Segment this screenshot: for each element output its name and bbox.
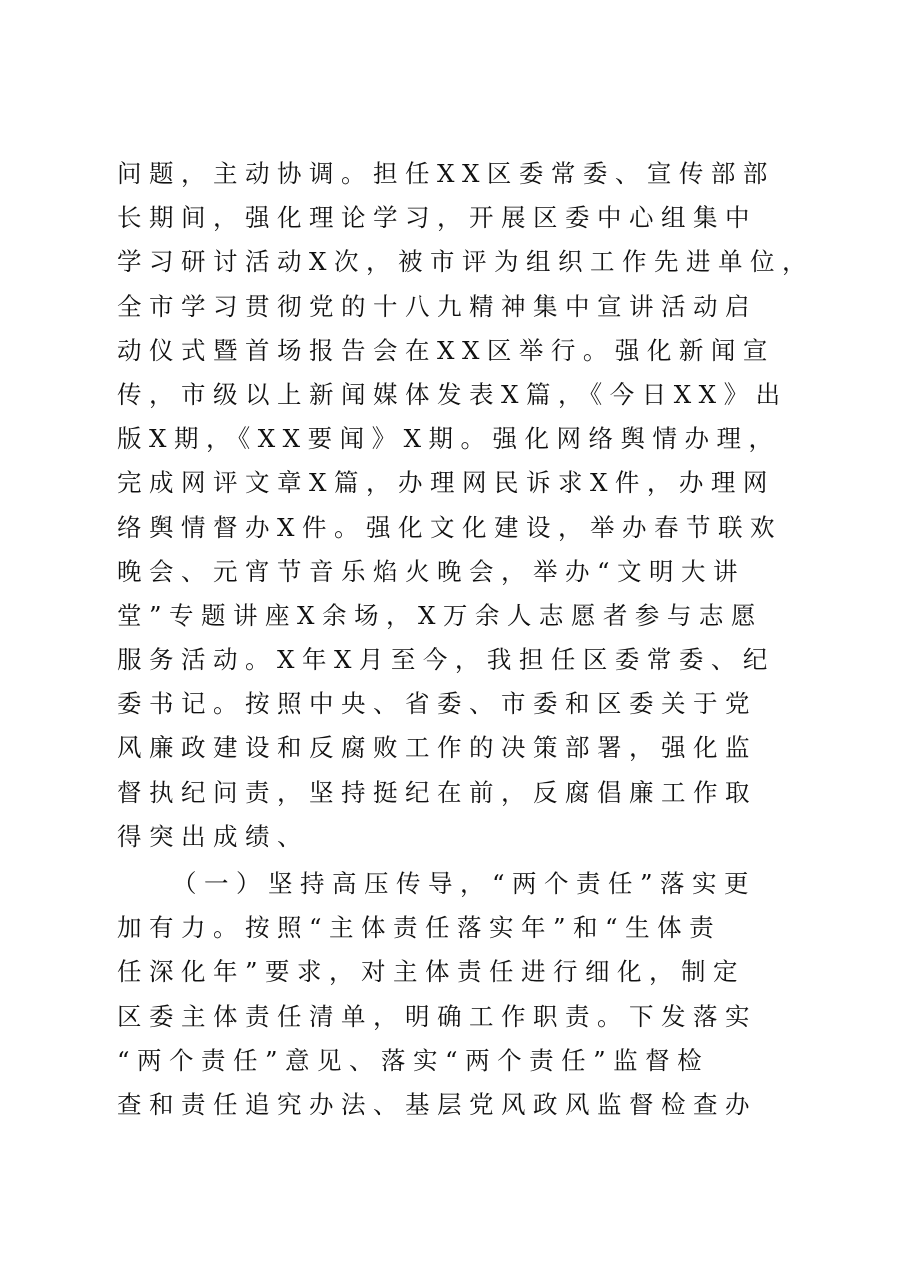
text-line: 络舆情督办X件。强化文化建设，举办春节联欢: [117, 512, 782, 542]
text-line: 任深化年”要求，对主体责任进行细化，制定: [117, 957, 746, 987]
paragraph-2: [117, 862, 802, 1127]
text-line: 得突出成绩、: [117, 821, 309, 851]
text-line: 问题，主动协调。担任XX区委常委、宣传部部: [117, 159, 775, 188]
text-line: 服务活动。X年X月至今，我担任区委常委、纪: [117, 645, 775, 675]
text-line: 督执纪问责，坚持挺纪在前，反腐倡廉工作取: [117, 777, 757, 807]
text-line: 堂”专题讲座X余场，X万余人志愿者参与志愿: [117, 600, 763, 630]
text-line: 委书记。按照中央、省委、市委和区委关于党: [117, 689, 757, 719]
text-line: 传，市级以上新闻媒体发表X篇，《今日XX》出: [117, 379, 788, 409]
text-line: 长期间，强化理论学习，开展区委中心组集中: [117, 203, 757, 233]
text-line: 加有力。按照“主体责任落实年”和“生体责: [117, 913, 722, 943]
text-line: 学习研讨活动X次，被市评为组织工作先进单位，: [117, 247, 814, 277]
text-line: 区委主体责任清单，明确工作职责。下发落实: [117, 1001, 757, 1031]
text-line: 完成网评文章X篇，办理网民诉求X件，办理网: [117, 468, 775, 498]
text-line: 动仪式暨首场报告会在XX区举行。强化新闻宣: [117, 335, 775, 365]
text-line: 全市学习贯彻党的十八九精神集中宣讲活动启: [117, 291, 757, 321]
text-line: “两个责任”意见、落实“两个责任”监督检: [117, 1045, 710, 1075]
text-line: 风廉政建设和反腐败工作的决策部署，强化监: [117, 733, 757, 763]
text-line: 晚会、元宵节音乐焰火晚会，举办“文明大讲: [117, 556, 746, 586]
text-line: （一）坚持高压传导，“两个责任”落实更: [172, 869, 757, 898]
text-line: 查和责任追究办法、基层党风政风监督检查办: [117, 1089, 757, 1119]
text-line: 版X期，《XX要闻》X期。强化网络舆情办理，: [117, 424, 781, 454]
paragraph-1: [117, 152, 814, 859]
